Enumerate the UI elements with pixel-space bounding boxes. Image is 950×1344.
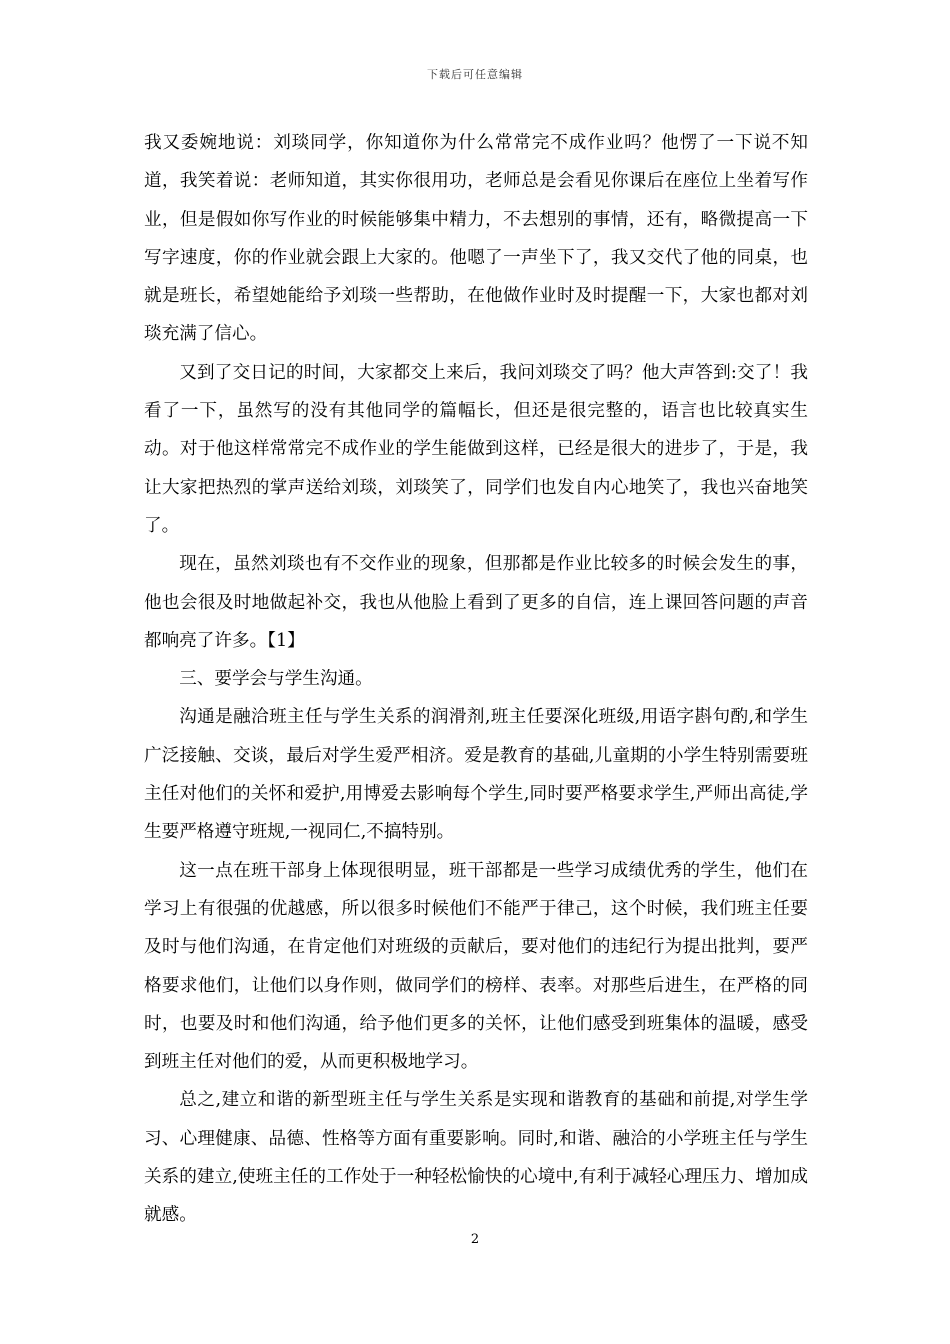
page-number: 2 — [470, 1232, 480, 1247]
paragraph-3: 现在，虽然刘琰也有不交作业的现象，但那都是作业比较多的时候会发生的事，他也会很及时地做起补交，我也从他脸上看到了更多的自信，连上课回答问题的声音都响亮了许多。【1】 — [144, 554, 808, 651]
document-body — [144, 124, 808, 1235]
paragraph-2: 又到了交日记的时间，大家都交上来后，我问刘琰交了吗？他大声答到:交了！我看了一下，虽然写的没有其他同学的篇幅长，但还是很完整的，语言也比较真实生动。对于他这样常常完不成作业的学生能做到这样，已经是很大的进步了，于是，我让大家把热烈的掌声送给刘琰，刘琰笑了，同学们也发自内心地笑了，我也兴奋地笑了。 — [144, 362, 808, 536]
section-heading: 三、要学会与学生沟通。 — [179, 669, 373, 690]
paragraph-1: 我又委婉地说：刘琰同学，你知道你为什么常常完不成作业吗？他愣了一下说不知道，我笑着说：老师知道，其实你很用功，老师总是会看见你课后在座位上坐着写作业，但是假如你写作业的时候能够集中精力，不去想别的事情，还有，略微提高一下写字速度，你的作业就会跟上大家的。他嗯了一声坐下了，我又交代了他的同桌，也就是班长，希望她能给予刘琰一些帮助，在他做作业时及时提醒一下，大家也都对刘琰充满了信心。 — [144, 133, 808, 345]
paragraph-5: 这一点在班干部身上体现很明显，班干部都是一些学习成绩优秀的学生，他们在学习上有很强的优越感，所以很多时候他们不能严于律己，这个时候，我们班主任要及时与他们沟通，在肯定他们对班级的贡献后，要对他们的违纪行为提出批判，要严格要求他们，让他们以身作则，做同学们的榜样、表率。对那些后进生，在严格的同时，也要及时和他们沟通，给予他们更多的关怀，让他们感受到班集体的温暖，感受到班主任对他们的爱，从而更积极地学习。 — [144, 860, 808, 1073]
page-header: 下载后可任意编辑 — [427, 68, 523, 81]
paragraph-6: 总之,建立和谐的新型班主任与学生关系是实现和谐教育的基础和前提,对学生学习、心理健康、品德、性格等方面有重要影响。同时,和谐、融洽的小学班主任与学生关系的建立,使班主任的工作处于一种轻松愉快的心境中,有利于减轻心理压力、增加成就感。 — [144, 1090, 808, 1226]
paragraph-4: 沟通是融洽班主任与学生关系的润滑剂,班主任要深化班级,用语字斟句酌,和学生广泛接触、交谈，最后对学生爱严相济。爱是教育的基础,儿童期的小学生特别需要班主任对他们的关怀和爱护,用博爱去影响每个学生,同时要严格要求学生,严师出高徒,学生要严格遵守班规,一视同仁,不搞特别。 — [144, 707, 808, 843]
